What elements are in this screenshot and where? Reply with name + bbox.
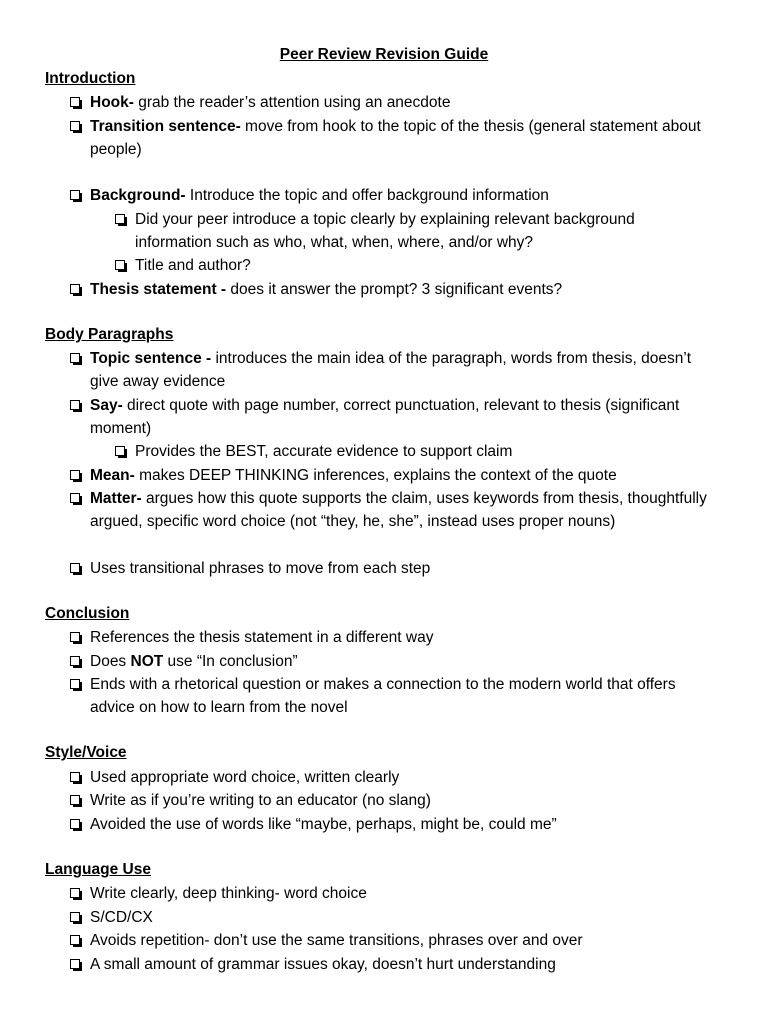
item-label: Thesis statement - bbox=[90, 281, 227, 298]
checklist-item-say[interactable] bbox=[70, 394, 720, 441]
section-heading-body: Body Paragraphs bbox=[45, 326, 174, 343]
section-heading-introduction: Introduction bbox=[45, 70, 136, 87]
section-heading-conclusion: Conclusion bbox=[45, 605, 130, 622]
checklist-item-style-1[interactable] bbox=[70, 766, 720, 789]
checkbox-icon[interactable] bbox=[70, 284, 80, 294]
item-label: Mean- bbox=[90, 467, 135, 484]
checklist-item-language-1[interactable] bbox=[70, 882, 720, 905]
checkbox-icon[interactable] bbox=[70, 656, 80, 666]
item-text: does it answer the prompt? 3 significant events? bbox=[226, 281, 563, 298]
item-text: Avoids repetition- don’t use the same transitions, phrases over and over bbox=[90, 932, 583, 949]
item-label: Topic sentence - bbox=[90, 350, 212, 367]
item-text: Did your peer introduce a topic clearly by explaining relevant background information such as who, what, when, where, and/or why? bbox=[135, 211, 635, 252]
checkbox-icon[interactable] bbox=[70, 563, 80, 573]
item-text: References the thesis statement in a different way bbox=[90, 629, 434, 646]
item-text: direct quote with page number, correct punctuation, relevant to thesis (significant moment) bbox=[90, 397, 680, 438]
item-label: Background- bbox=[90, 187, 186, 204]
section-heading-style: Style/Voice bbox=[45, 744, 127, 761]
checklist-subitem-say[interactable] bbox=[115, 440, 715, 463]
checkbox-icon[interactable] bbox=[70, 400, 80, 410]
checklist-item-transition[interactable] bbox=[70, 115, 720, 162]
checkbox-icon[interactable] bbox=[70, 97, 80, 107]
item-text: move from hook to the topic of the thesis (general statement about people) bbox=[90, 118, 701, 159]
checklist-item-topic[interactable] bbox=[70, 347, 720, 394]
item-label: Say- bbox=[90, 397, 123, 414]
item-text: Ends with a rhetorical question or makes a connection to the modern world that offers advice on how to learn from the novel bbox=[90, 676, 676, 717]
item-text: A small amount of grammar issues okay, doesn’t hurt understanding bbox=[90, 956, 556, 973]
item-text: Write as if you’re writing to an educator (no slang) bbox=[90, 792, 431, 809]
checkbox-icon[interactable] bbox=[70, 959, 80, 969]
checklist-item-thesis[interactable] bbox=[70, 278, 720, 301]
item-emphasis: NOT bbox=[130, 653, 164, 670]
item-text: use “In conclusion” bbox=[163, 653, 298, 670]
item-label: Transition sentence- bbox=[90, 118, 241, 135]
item-text: argues how this quote supports the claim, uses keywords from thesis, thoughtfully argued, specific word choice (not “they, he, she”, instead uses proper nouns) bbox=[90, 490, 707, 531]
checklist-item-language-2[interactable] bbox=[70, 906, 720, 929]
section-heading-language: Language Use bbox=[45, 861, 151, 878]
item-text: Title and author? bbox=[135, 257, 251, 274]
item-text: Write clearly, deep thinking- word choice bbox=[90, 885, 367, 902]
checkbox-icon[interactable] bbox=[70, 493, 80, 503]
item-text: S/CD/CX bbox=[90, 909, 153, 926]
checkbox-icon[interactable] bbox=[70, 912, 80, 922]
checklist-item-language-4[interactable] bbox=[70, 953, 720, 976]
checklist-item-conclusion-3[interactable] bbox=[70, 673, 720, 720]
item-text: Avoided the use of words like “maybe, perhaps, might be, could me” bbox=[90, 816, 557, 833]
checkbox-icon[interactable] bbox=[70, 353, 80, 363]
checklist-item-conclusion-2[interactable] bbox=[70, 650, 720, 673]
checklist-item-style-3[interactable] bbox=[70, 813, 720, 836]
checkbox-icon[interactable] bbox=[70, 632, 80, 642]
checkbox-icon[interactable] bbox=[70, 190, 80, 200]
item-text: Provides the BEST, accurate evidence to support claim bbox=[135, 443, 513, 460]
checklist-item-transitional[interactable] bbox=[70, 557, 720, 580]
checkbox-icon[interactable] bbox=[70, 772, 80, 782]
item-text: Introduce the topic and offer background information bbox=[185, 187, 549, 204]
item-text: Does bbox=[90, 653, 131, 670]
page-title: Peer Review Revision Guide bbox=[279, 46, 489, 63]
item-text: Uses transitional phrases to move from each step bbox=[90, 560, 431, 577]
checkbox-icon[interactable] bbox=[115, 214, 125, 224]
checkbox-icon[interactable] bbox=[70, 935, 80, 945]
checklist-subitem-background-1[interactable] bbox=[115, 208, 715, 255]
item-text: introduces the main idea of the paragraph, words from thesis, doesn’t give away evidence bbox=[90, 350, 692, 391]
item-text: grab the reader’s attention using an anecdote bbox=[133, 94, 451, 111]
item-text: Used appropriate word choice, written clearly bbox=[90, 769, 400, 786]
checkbox-icon[interactable] bbox=[70, 679, 80, 689]
checkbox-icon[interactable] bbox=[70, 819, 80, 829]
checklist-item-language-3[interactable] bbox=[70, 929, 720, 952]
checklist-item-conclusion-1[interactable] bbox=[70, 626, 720, 649]
item-label: Hook- bbox=[90, 94, 134, 111]
checkbox-icon[interactable] bbox=[115, 260, 125, 270]
checklist-item-background[interactable] bbox=[70, 184, 720, 207]
item-label: Matter- bbox=[90, 490, 142, 507]
checklist-item-mean[interactable] bbox=[70, 464, 720, 487]
checklist-item-hook[interactable] bbox=[70, 91, 720, 114]
checkbox-icon[interactable] bbox=[115, 446, 125, 456]
item-text: makes DEEP THINKING inferences, explains the context of the quote bbox=[134, 467, 617, 484]
checkbox-icon[interactable] bbox=[70, 795, 80, 805]
checklist-item-matter[interactable] bbox=[70, 487, 720, 534]
checklist-subitem-background-2[interactable] bbox=[115, 254, 715, 277]
checkbox-icon[interactable] bbox=[70, 121, 80, 131]
checklist-item-style-2[interactable] bbox=[70, 789, 720, 812]
checkbox-icon[interactable] bbox=[70, 470, 80, 480]
checkbox-icon[interactable] bbox=[70, 888, 80, 898]
